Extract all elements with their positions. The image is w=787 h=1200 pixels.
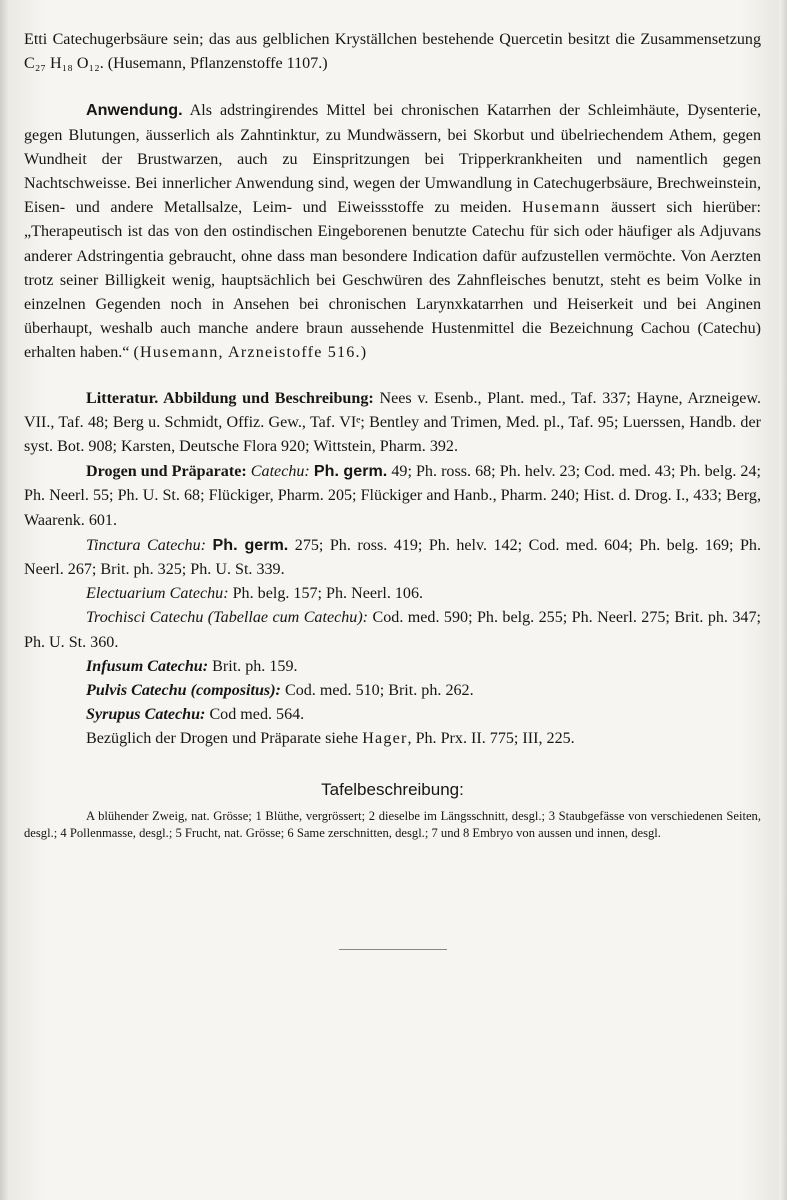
drogen-paragraph bbox=[24, 459, 761, 533]
infusum-paragraph bbox=[24, 655, 761, 679]
anwendung-author: Husemann bbox=[522, 199, 601, 217]
electuarium-text: Ph. belg. 157; Ph. Neerl. 106. bbox=[232, 585, 424, 603]
tinctura-label: Tinctura Catechu: bbox=[86, 536, 207, 554]
infusum-text: Brit. ph. 159. bbox=[212, 657, 298, 675]
intro-paragraph bbox=[24, 28, 761, 76]
tinctura-paragraph bbox=[24, 533, 761, 582]
electuarium-paragraph bbox=[24, 582, 761, 606]
infusum-label: Infusum Catechu: bbox=[86, 657, 209, 675]
trochisci-paragraph bbox=[24, 606, 761, 654]
litteratur-text: Nees v. Esenb., Plant. med., Taf. 337; Hayne, Arzneigew. VII., Taf. 48; Berg u. Schmidt, Offiz. Gew., Taf. VIᵉ; Bentley and Trimen, Med. pl., Taf. 95; Luerssen, Handb. der syst. Bot. 908; Karsten, Deutsche Flora 920; Wittstein, Pharm. 392. bbox=[24, 389, 761, 456]
pulvis-paragraph bbox=[24, 679, 761, 703]
hager-author: Hager bbox=[362, 730, 408, 748]
tafel-heading: Tafelbeschreibung: bbox=[321, 779, 464, 799]
anwendung-quote: äussert sich hierüber: „Therapeutisch ist das von den ostindischen Eingeborenen benutzte Catechu für sich oder häufiger als Adjuvans anderer Adstringentia gebraucht, ohne dass man besondere Indication dafür aufzustellen vermöchte. Von Aerzten trotz seiner Billigkeit wenig, hauptsächlich bei Geschwüren des Zahnfleisches benutzt, steht es beim Volke in einzelnen Gegenden noch in Ansehen bei chronischen Larynxkatarrhen und Heiserkeit und bei Anginen überhaupt, weshalb auch manche andere braun aussehende Hustenmittel die Bezeichnung Cachou (Catechu) erhalten haben.“ bbox=[24, 199, 761, 362]
anwendung-text: Als adstringirendes Mittel bei chronischen Katarrhen der Schleimhäute, Dysenterie, gegen Blutungen, äusserlich als Zahntinktur, zu Mundwässern, bei Skorbut und übelriechendem Athem, gegen Wundheit der Brustwarzen, auch zu Einspritzungen bei Tripperkrankheiten und namentlich gegen Nachtschweisse. Bei innerlicher Anwendung sind, wegen der Umwandlung in Catechugerbsäure, Brechweinstein, Eisen- und andere Metallsalze, Leim- und Eiweissstoffe zu meiden. bbox=[24, 102, 761, 217]
trochisci-label: Trochisci Catechu (Tabellae cum Catechu): bbox=[86, 609, 369, 627]
syrupus-label: Syrupus Catechu: bbox=[86, 706, 206, 724]
bezueglich-paragraph bbox=[24, 727, 761, 751]
end-rule bbox=[339, 949, 447, 950]
drogen-heading: Drogen und Präparate: bbox=[86, 463, 247, 481]
litteratur-paragraph bbox=[24, 387, 761, 460]
intro-text: Etti Catechugerbsäure sein; das aus gelblichen Kryställchen bestehende Quercetin besitzt die Zusammensetzung C₂₇ H₁₈ O₁₂. bbox=[24, 31, 761, 73]
bezueglich-post: , Ph. Prx. II. 775; III, 225. bbox=[407, 730, 575, 748]
ph-germ-tinctura: Ph. germ. bbox=[212, 535, 289, 554]
syrupus-text: Cod med. 564. bbox=[209, 706, 305, 724]
litteratur-heading: Litteratur. Abbildung und Beschreibung: bbox=[86, 389, 374, 407]
anwendung-reference: (Husemann, Arzneistoffe 516.) bbox=[133, 344, 368, 362]
anwendung-heading: Anwendung. bbox=[86, 101, 183, 120]
pulvis-text: Cod. med. 510; Brit. ph. 262. bbox=[284, 682, 474, 700]
intro-reference: (Husemann, Pflanzenstoffe 1107.) bbox=[107, 55, 328, 73]
tafel-caption: A blühender Zweig, nat. Grösse; 1 Blüthe, vergrössert; 2 dieselbe im Längsschnitt, desgl.; 3 Staubgefässe von verschiedenen Seiten, desgl.; 4 Pollenmasse, desgl.; 5 Frucht, nat. Grösse; 6 Same zerschnitten, desgl.; 7 und 8 Embryo von aussen und innen, desgl. bbox=[24, 808, 761, 840]
anwendung-paragraph bbox=[24, 98, 761, 365]
bezueglich-pre: Bezüglich der Drogen und Präparate siehe bbox=[86, 730, 359, 748]
page-edge-right bbox=[779, 0, 787, 1200]
syrupus-paragraph bbox=[24, 703, 761, 727]
catechu-text: 49; Ph. ross. 68; Ph. helv. 23; Cod. med. 43; Ph. belg. 24; Ph. Neerl. 55; Ph. U. St. 68; Flückiger, Pharm. 205; Flückiger and Hanb., Pharm. 240; Hist. d. Drog. I., 433; Berg, Waarenk. 601. bbox=[24, 463, 761, 529]
tinctura-text: 275; Ph. ross. 419; Ph. helv. 142; Cod. med. 604; Ph. belg. 169; Ph. Neerl. 267; Brit. ph. 325; Ph. U. St. 339. bbox=[24, 536, 761, 579]
page-edge-left bbox=[0, 0, 10, 1200]
catechu-label: Catechu: bbox=[250, 463, 310, 481]
trochisci-text: Cod. med. 590; Ph. belg. 255; Ph. Neerl. 275; Brit. ph. 347; Ph. U. St. 360. bbox=[24, 609, 761, 651]
pulvis-label: Pulvis Catechu (compositus): bbox=[86, 682, 281, 700]
ph-germ-catechu: Ph. germ. bbox=[313, 462, 388, 481]
tafel-caption-paragraph bbox=[24, 808, 761, 842]
electuarium-label: Electuarium Catechu: bbox=[86, 585, 229, 603]
